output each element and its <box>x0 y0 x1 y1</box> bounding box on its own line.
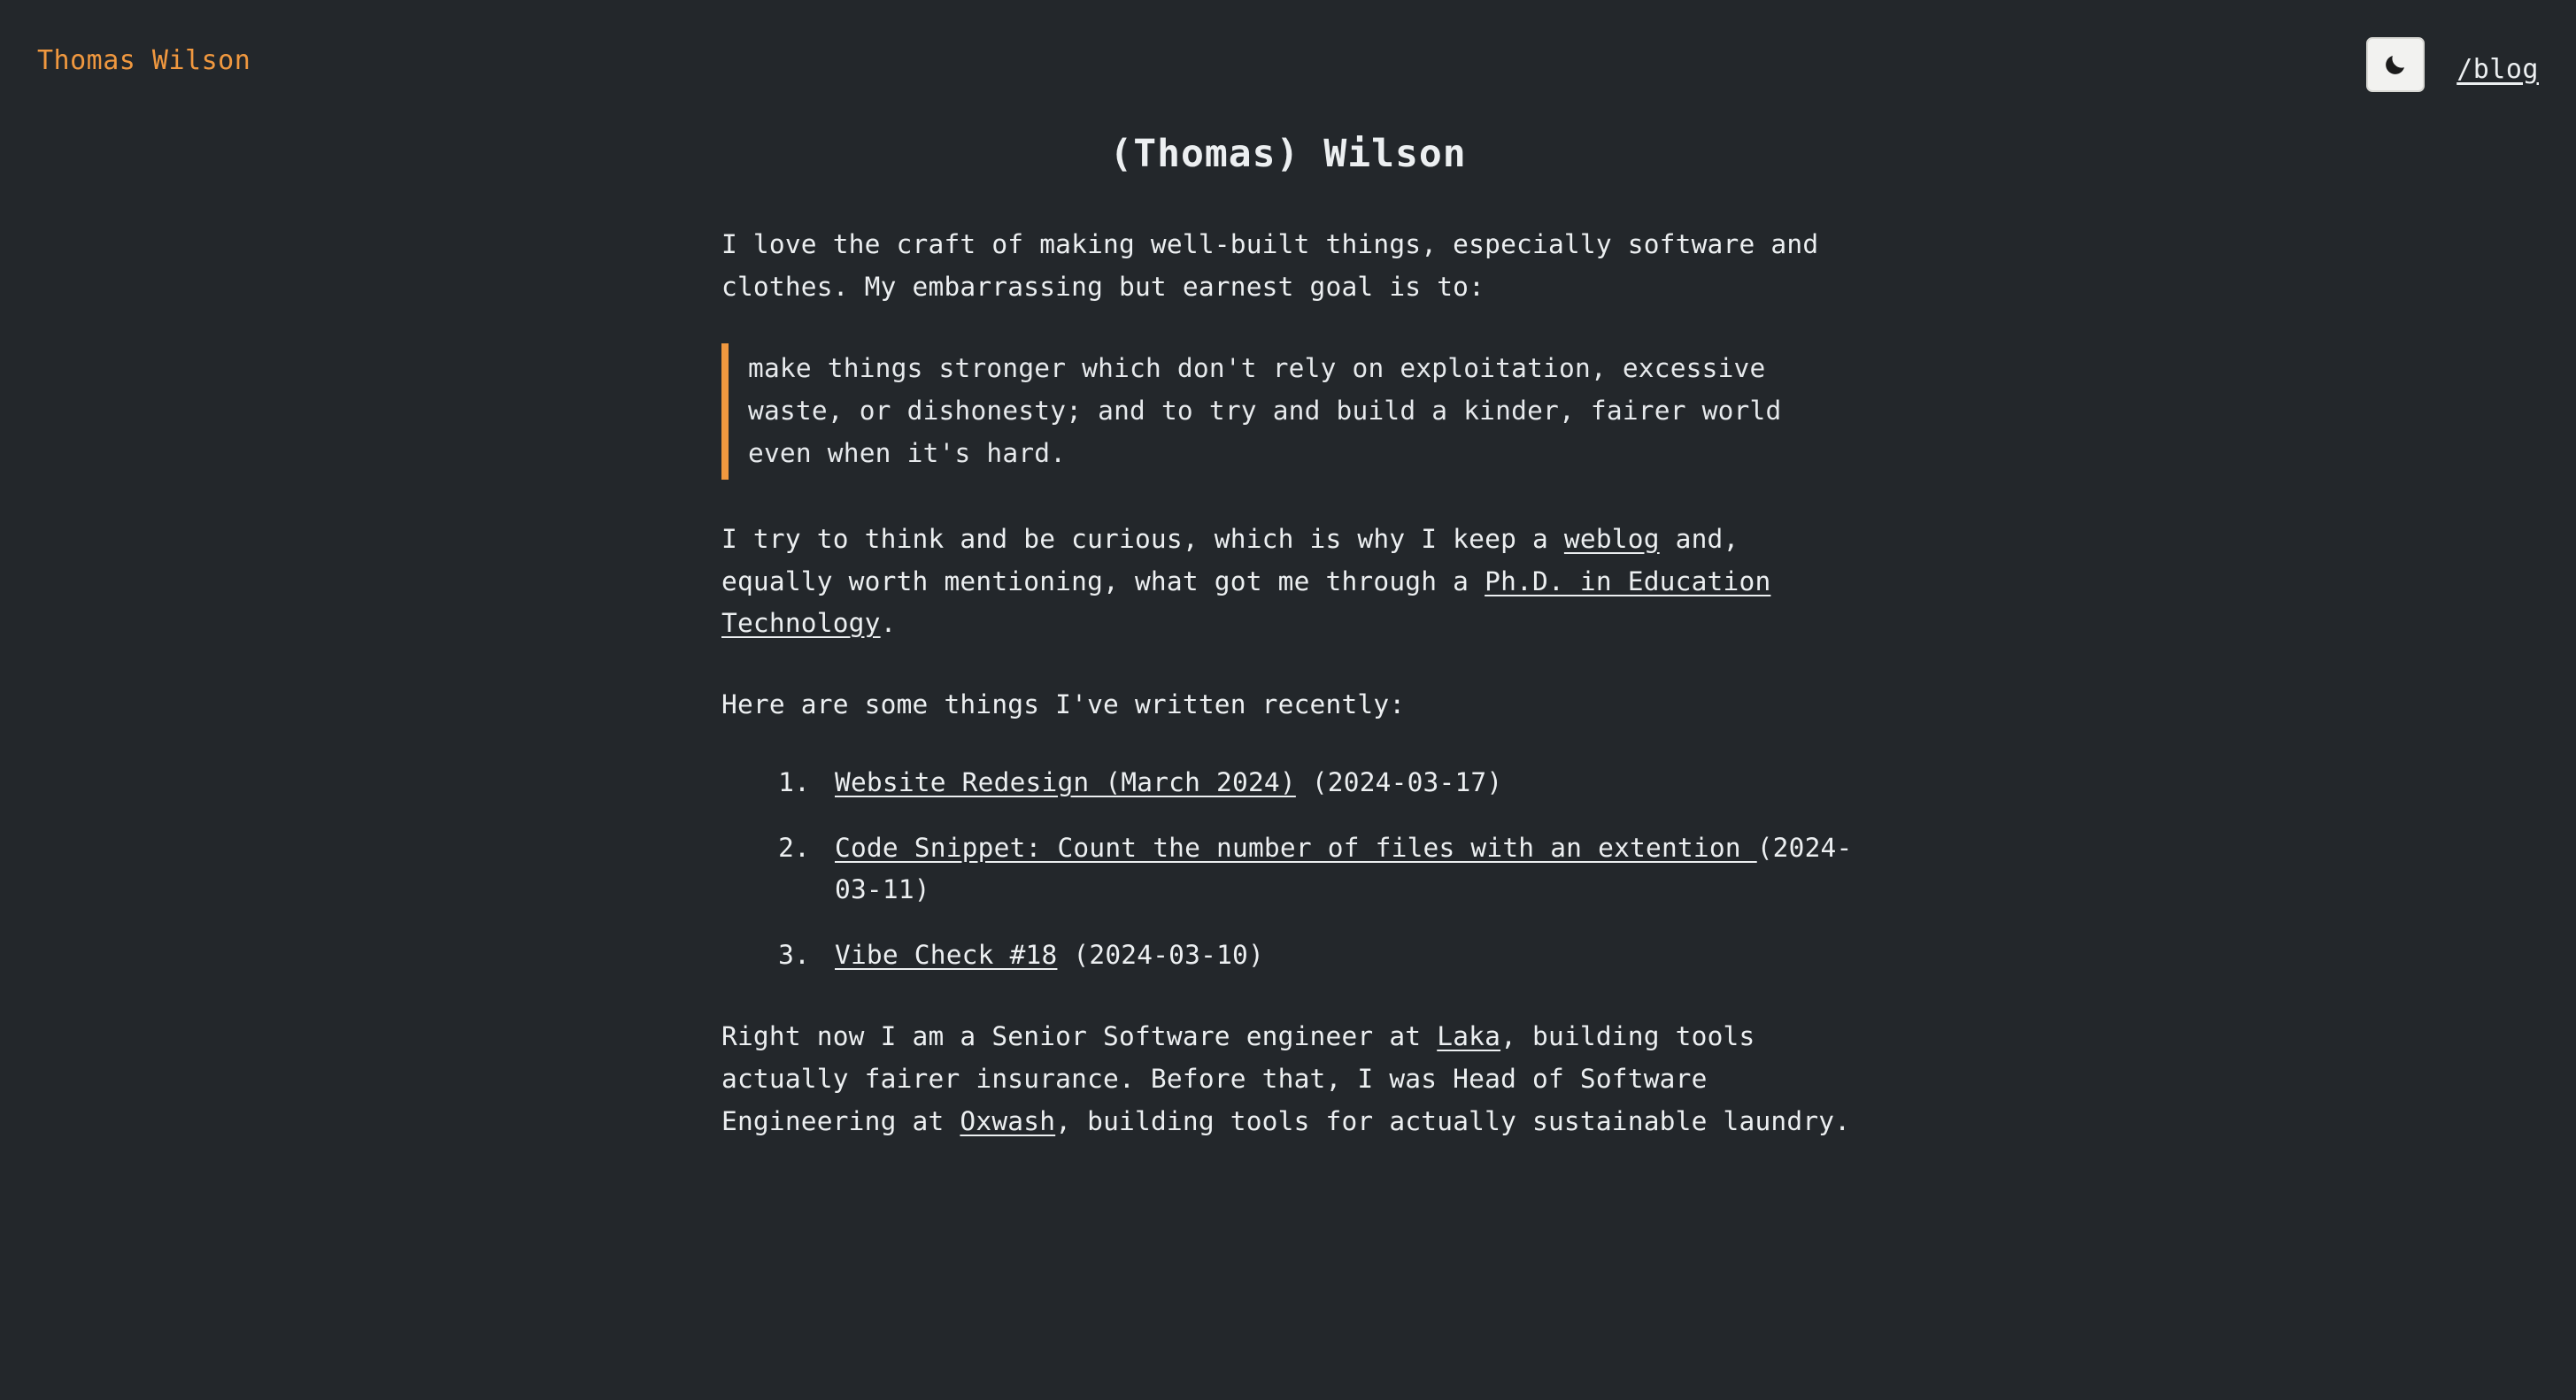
curiosity-mid-text: and, equally worth mentioning, what got me through a <box>721 523 1739 596</box>
list-item <box>826 827 1855 912</box>
post-date: (2024-03-11) <box>835 832 1853 905</box>
curiosity-lead-text: I try to think and be curious, which is why I keep a <box>721 523 1564 554</box>
post-link[interactable]: Website Redesign (March 2024) <box>835 766 1296 797</box>
oxwash-link[interactable]: Oxwash <box>960 1105 1056 1136</box>
phd-link[interactable]: Ph.D. in Education Technology <box>721 565 1771 639</box>
post-date: (2024-03-17) <box>1311 766 1503 797</box>
current-role-paragraph <box>721 1016 1855 1142</box>
post-date: (2024-03-10) <box>1073 940 1264 971</box>
site-name: Thomas Wilson <box>37 45 251 76</box>
recent-posts-list <box>721 762 1855 977</box>
top-bar-actions <box>2366 32 2539 92</box>
intro-paragraph: I love the craft of making well-built things, especially software and clothes. My embarrassing but earnest goal is to: <box>721 228 1819 302</box>
goal-quote: make things stronger which don't rely on exploitation, excessive waste, or dishonesty; and to try and build a kinder, fairer world even when it's hard. <box>721 343 1855 479</box>
post-link[interactable]: Code Snippet: Count the number of files with an extention <box>835 832 1757 863</box>
weblog-link[interactable]: weblog <box>1563 523 1660 554</box>
page-title: (Thomas) Wilson <box>1109 132 1467 176</box>
theme-toggle-button[interactable] <box>2366 37 2425 92</box>
recent-writing-heading: Here are some things I've written recently: <box>721 689 1406 720</box>
post-link[interactable]: Vibe Check #18 <box>835 940 1058 971</box>
main-content <box>721 117 1855 1142</box>
list-item <box>826 762 1855 804</box>
current-role-lead-text: Right now I am a Senior Software engineer at <box>721 1021 1438 1052</box>
blog-link[interactable]: /blog <box>2456 53 2539 85</box>
list-item <box>826 935 1855 977</box>
moon-icon <box>2382 51 2409 78</box>
curiosity-end-text: . <box>880 608 897 639</box>
top-bar <box>0 0 2576 117</box>
laka-link[interactable]: Laka <box>1437 1021 1501 1052</box>
current-role-end-text: , building tools for actually sustainable laundry. <box>1055 1105 1851 1136</box>
current-role-mid-text: , building tools actually fairer insurance. Before that, I was Head of Software Engineering at <box>721 1021 1755 1136</box>
curiosity-paragraph <box>721 519 1855 645</box>
